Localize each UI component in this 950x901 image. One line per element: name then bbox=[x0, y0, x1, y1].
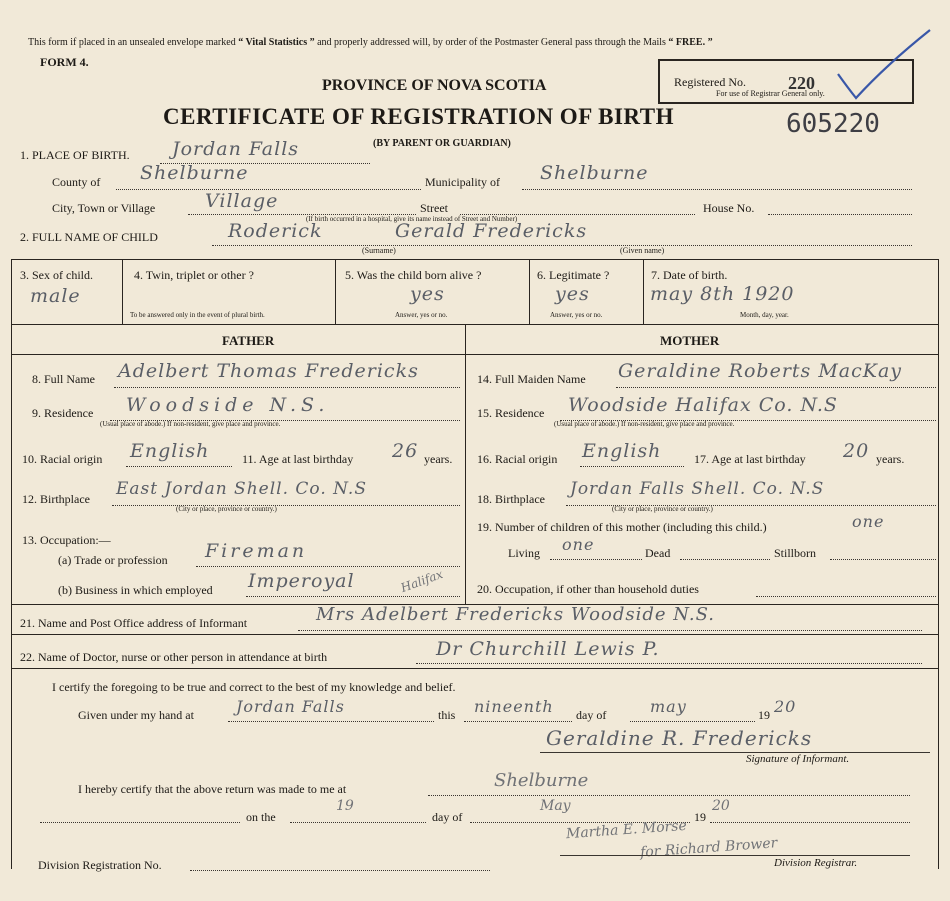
city-value: Village bbox=[205, 190, 279, 212]
mother-heading: MOTHER bbox=[660, 333, 720, 348]
children-count-value: one bbox=[852, 512, 885, 531]
county-label: County of bbox=[52, 175, 101, 189]
surname-caption: (Surname) bbox=[362, 246, 396, 255]
given-name-value: Gerald Fredericks bbox=[395, 220, 588, 242]
certificate-subtitle: (BY PARENT OR GUARDIAN) bbox=[373, 138, 511, 149]
informant-label: 21. Name and Post Office address of Informant bbox=[20, 616, 248, 630]
street-label: Street bbox=[420, 201, 448, 215]
year-value-2: 20 bbox=[712, 798, 730, 814]
father-age-value: 26 bbox=[392, 440, 419, 462]
mail-notice: This form if placed in an unsealed envelope marked “ Vital Statistics ” and properly addressed will, by order of the Postmaster General pass through the Mails “ FREE. ” bbox=[28, 37, 713, 48]
division-registrar-caption: Division Registrar. bbox=[774, 857, 858, 869]
trade-value: Fireman bbox=[205, 540, 308, 562]
father-age-label: 11. Age at last birthday bbox=[242, 452, 354, 466]
certificate-title: CERTIFICATE OF REGISTRATION OF BIRTH bbox=[163, 104, 674, 129]
province-heading: PROVINCE OF NOVA SCOTIA bbox=[322, 77, 547, 94]
father-birthplace-note: (City or place, province or country.) bbox=[176, 505, 277, 513]
dob-note: Month, day, year. bbox=[740, 311, 789, 319]
month-value: may bbox=[650, 697, 687, 716]
mother-age-value: 20 bbox=[843, 440, 870, 462]
mother-racial-label: 16. Racial origin bbox=[477, 452, 558, 466]
father-name-value: Adelbert Thomas Fredericks bbox=[118, 360, 419, 382]
informant-signature: Geraldine R. Fredericks bbox=[546, 726, 813, 750]
given-label: Given under my hand at bbox=[78, 708, 194, 722]
occupation-label: 13. Occupation:— bbox=[22, 533, 111, 547]
children-count-label: 19. Number of children of this mother (including this child.) bbox=[477, 520, 767, 534]
return-label: I hereby certify that the above return was made to me at bbox=[78, 782, 347, 796]
mother-racial-value: English bbox=[582, 440, 662, 462]
day-of-label: day of bbox=[576, 708, 607, 722]
father-residence-label: 9. Residence bbox=[32, 406, 94, 420]
mother-residence-value: Woodside Halifax Co. N.S bbox=[568, 394, 838, 416]
full-name-label: 2. FULL NAME OF CHILD bbox=[20, 230, 158, 244]
father-residence-value: Woodside N.S. bbox=[126, 394, 330, 416]
mother-name-label: 14. Full Maiden Name bbox=[477, 372, 586, 386]
registrar-use-note: For use of Registrar General only. bbox=[716, 89, 825, 98]
living-label: Living bbox=[508, 546, 540, 560]
checkmark-icon bbox=[830, 26, 940, 116]
house-label: House No. bbox=[703, 201, 755, 215]
dob-label: 7. Date of birth. bbox=[651, 268, 728, 282]
father-residence-note: (Usual place of abode.) If non-resident, give place and province. bbox=[100, 420, 281, 428]
born-alive-value: yes bbox=[410, 283, 445, 305]
twin-label: 4. Twin, triplet or other ? bbox=[134, 268, 254, 282]
city-label: City, Town or Village bbox=[52, 201, 156, 215]
legitimate-note: Answer, yes or no. bbox=[550, 311, 603, 319]
registrar-signature-2: for Richard Brower bbox=[639, 835, 778, 861]
year-prefix-2: 19 bbox=[694, 810, 706, 824]
on-day-value: 19 bbox=[336, 798, 354, 814]
born-alive-label: 5. Was the child born alive ? bbox=[345, 268, 482, 282]
mother-birthplace-label: 18. Birthplace bbox=[477, 492, 545, 506]
dead-label: Dead bbox=[645, 546, 671, 560]
place-of-birth-value: Jordan Falls bbox=[172, 138, 300, 160]
sex-label: 3. Sex of child. bbox=[20, 268, 93, 282]
surname-value: Roderick bbox=[228, 220, 323, 242]
business-value: Imperoyal bbox=[248, 570, 355, 592]
county-value: Shelburne bbox=[140, 162, 249, 184]
municipality-label: Municipality of bbox=[425, 175, 500, 189]
municipality-value: Shelburne bbox=[540, 162, 649, 184]
year-prefix: 19 bbox=[758, 708, 770, 722]
mother-residence-note: (Usual place of abode.) If non-resident, give place and province. bbox=[554, 420, 735, 428]
stamp-number: 605220 bbox=[786, 109, 880, 139]
father-heading: FATHER bbox=[222, 333, 275, 348]
born-alive-note: Answer, yes or no. bbox=[395, 311, 448, 319]
father-birthplace-label: 12. Birthplace bbox=[22, 492, 90, 506]
mother-age-label: 17. Age at last birthday bbox=[694, 452, 806, 466]
street-note: (If birth occurred in a hospital, give its name instead of Street and Number) bbox=[306, 215, 518, 223]
trade-label: (a) Trade or profession bbox=[58, 553, 168, 567]
given-place: Jordan Falls bbox=[236, 697, 345, 716]
registered-label: Registered No. bbox=[674, 75, 746, 89]
return-place: Shelburne bbox=[494, 770, 589, 791]
mother-occupation-label: 20. Occupation, if other than household duties bbox=[477, 582, 699, 596]
twin-note: To be answered only in the event of plural birth. bbox=[130, 311, 265, 319]
father-racial-value: English bbox=[130, 440, 210, 462]
father-racial-label: 10. Racial origin bbox=[22, 452, 103, 466]
mother-birthplace-value: Jordan Falls Shell. Co. N.S bbox=[570, 479, 825, 499]
father-birthplace-value: East Jordan Shell. Co. N.S bbox=[116, 479, 367, 499]
year-value: 20 bbox=[774, 697, 797, 716]
on-month-value: May bbox=[540, 798, 571, 814]
given-name-caption: (Given name) bbox=[620, 246, 665, 255]
on-the-label: on the bbox=[246, 810, 276, 824]
registrar-signature-1: Martha E. Morse bbox=[565, 817, 688, 843]
mother-residence-label: 15. Residence bbox=[477, 406, 545, 420]
sex-value: male bbox=[30, 285, 81, 307]
dob-value: may 8th 1920 bbox=[650, 283, 795, 305]
informant-signature-caption: Signature of Informant. bbox=[746, 753, 850, 765]
mother-years: years. bbox=[876, 452, 905, 466]
day-value: nineenth bbox=[474, 697, 554, 716]
registered-number: 220 bbox=[788, 73, 815, 93]
informant-value: Mrs Adelbert Fredericks Woodside N.S. bbox=[316, 604, 715, 625]
legitimate-label: 6. Legitimate ? bbox=[537, 268, 610, 282]
father-name-label: 8. Full Name bbox=[32, 372, 95, 386]
form-number: FORM 4. bbox=[40, 55, 89, 69]
doctor-value: Dr Churchill Lewis P. bbox=[436, 638, 660, 660]
mother-birthplace-note: (City or place, province or country.) bbox=[612, 505, 713, 513]
day-of-label-2: day of bbox=[432, 810, 463, 824]
place-of-birth-label: 1. PLACE OF BIRTH. bbox=[20, 148, 130, 162]
business-extra: Halifax bbox=[398, 566, 445, 596]
business-label: (b) Business in which employed bbox=[58, 583, 213, 597]
father-years: years. bbox=[424, 452, 453, 466]
stillborn-label: Stillborn bbox=[774, 546, 817, 560]
mother-name-value: Geraldine Roberts MacKay bbox=[618, 360, 903, 382]
living-value: one bbox=[562, 535, 595, 554]
doctor-label: 22. Name of Doctor, nurse or other person in attendance at birth bbox=[20, 650, 328, 664]
this-label: this bbox=[438, 708, 456, 722]
division-number-label: Division Registration No. bbox=[38, 858, 162, 872]
certify-statement: I certify the foregoing to be true and correct to the best of my knowledge and belief. bbox=[52, 680, 456, 694]
legitimate-value: yes bbox=[555, 283, 590, 305]
